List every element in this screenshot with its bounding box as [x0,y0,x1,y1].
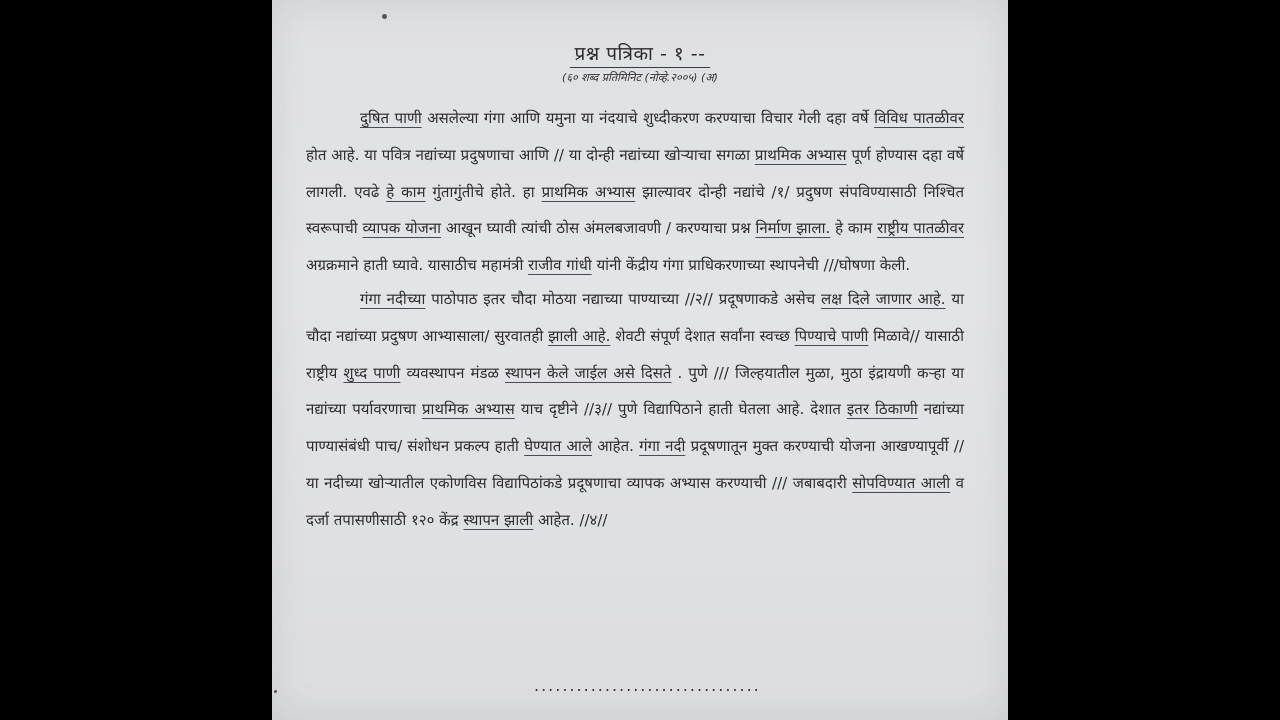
text-run: असलेल्या गंगा आणि यमुना या नंदयाचे शुध्दीकरण करण्याचा विचार गेली दहा वर्षे [421,109,875,127]
underlined-phrase: प्राथमिक अभ्यास [541,182,636,201]
text-run: पूर्ण होण्यास दहा वर्षे लागली. एवढे [306,145,964,201]
text-run: याच दृष्टीने //३// पुणे विद्यापिठाने हाती घेतला आहे. देशात [514,400,847,419]
text-run: आखून घ्यावी त्यांची ठोस अंमलबजावणी / करण्याचा प्रश्न [441,219,756,238]
text-run: व दर्जा तपासणीसाठी १२० केंद्र [306,473,964,529]
underlined-phrase: स्थापन झाली [463,510,534,529]
underlined-phrase: झाली आहे. [548,326,611,345]
text-run: अग्रक्रमाने हाती घ्यावे. यासाठीच महामंत्री [306,256,529,275]
title-text: प्रश्न पत्रिका - १ -- [570,43,709,68]
document-page [272,0,1008,720]
footer-dotted-line: ................................ [534,676,761,695]
document-subtitle: (६० शब्द प्रतिमिनिट (नोव्हे.२००५) (अ) [562,71,718,84]
underlined-phrase: राजीव गांधी [528,256,592,275]
text-run: नद्यांच्या पाण्यासंबंधी पाच/ संशोधन प्रकल्प हाती [306,400,964,456]
underlined-phrase: निर्माण झाला. [755,219,831,238]
underlined-phrase: विविध पातळीवर [874,109,964,127]
edge-mark [274,690,277,693]
underlined-phrase: दुषित पाणी [360,109,422,127]
pin-mark [382,14,387,19]
underlined-phrase: प्राथमिक अभ्यास [421,400,515,419]
underlined-phrase: शुध्द पाणी [343,363,401,382]
text-run: झाल्यावर दोन्ही नद्यांचे /१/ प्रदुषण संपविण्यासाठी निश्चित स्वरूपाची [306,182,964,238]
text-run: पाठोपाठ इतर चौदा मोठया नद्याच्या पाण्याच्या //२// प्रदूषणाकडे असेच [425,289,822,308]
text-run: . पुणे /// जिल्हयातील मुळा, मुठा इंद्रायणी कऱ्हा या नद्यांच्या पर्यावरणाचा [306,363,964,419]
underlined-phrase: हे काम [386,182,426,201]
text-run: शेवटी संपूर्ण देशात सर्वांना स्वच्छ [610,326,795,345]
paragraph-1 [306,100,964,284]
text-run: आहेत. [592,437,640,456]
underlined-phrase: पिण्याचे पाणी [794,326,869,345]
underlined-phrase: प्राथमिक अभ्यास [754,145,847,164]
text-run: व्यवस्थापन मंडळ [400,363,505,382]
document-title [272,40,1008,66]
text-run: या चौदा नद्यांच्या प्रदुषण आभ्यासाला/ सुरवातही [306,289,964,345]
underlined-phrase: घेण्यात आले [524,437,593,456]
underlined-phrase: व्यापक योजना [362,219,441,238]
underlined-phrase: गंगा नदीच्या [360,289,426,308]
underlined-phrase: स्थापन केले जाईल असे दिसते [505,363,672,382]
text-run: प्रदूषणातून मुक्त करण्याची योजना आखण्यापूर्वी // या नदीच्या खोऱ्यातील एकोणविस विद्यापिठांकडे प्रदूषणाचा व्यापक अभ्यास करण्याची /// जबाबदारी [306,437,964,492]
text-run: आहेत. //४// [533,510,608,529]
text-run: होत आहे. या पवित्र नद्यांच्या प्रदुषणाचा आणि // या दोन्ही नद्यांच्या खोऱ्याचा सगळा [306,145,755,164]
underlined-phrase: इतर ठिकाणी [846,400,918,419]
underlined-phrase: राष्ट्रीय पातळीवर [877,219,965,238]
underlined-phrase: लक्ष दिले जाणार आहे. [821,289,946,308]
document-body [306,100,964,539]
paragraph-2 [306,281,964,539]
text-run: यांनी केंद्रीय गंगा प्राधिकरणाच्या स्थापनेची ///घोषणा केली. [591,256,911,275]
text-run: गुंतागुंतीचे होते. हा [425,182,542,201]
underlined-phrase: सोपविण्यात आली [852,473,951,492]
underlined-phrase: गंगा नदी [639,437,686,456]
text-run: मिळावे// यासाठी राष्ट्रीय [306,326,964,382]
text-run: हे काम [830,219,878,238]
